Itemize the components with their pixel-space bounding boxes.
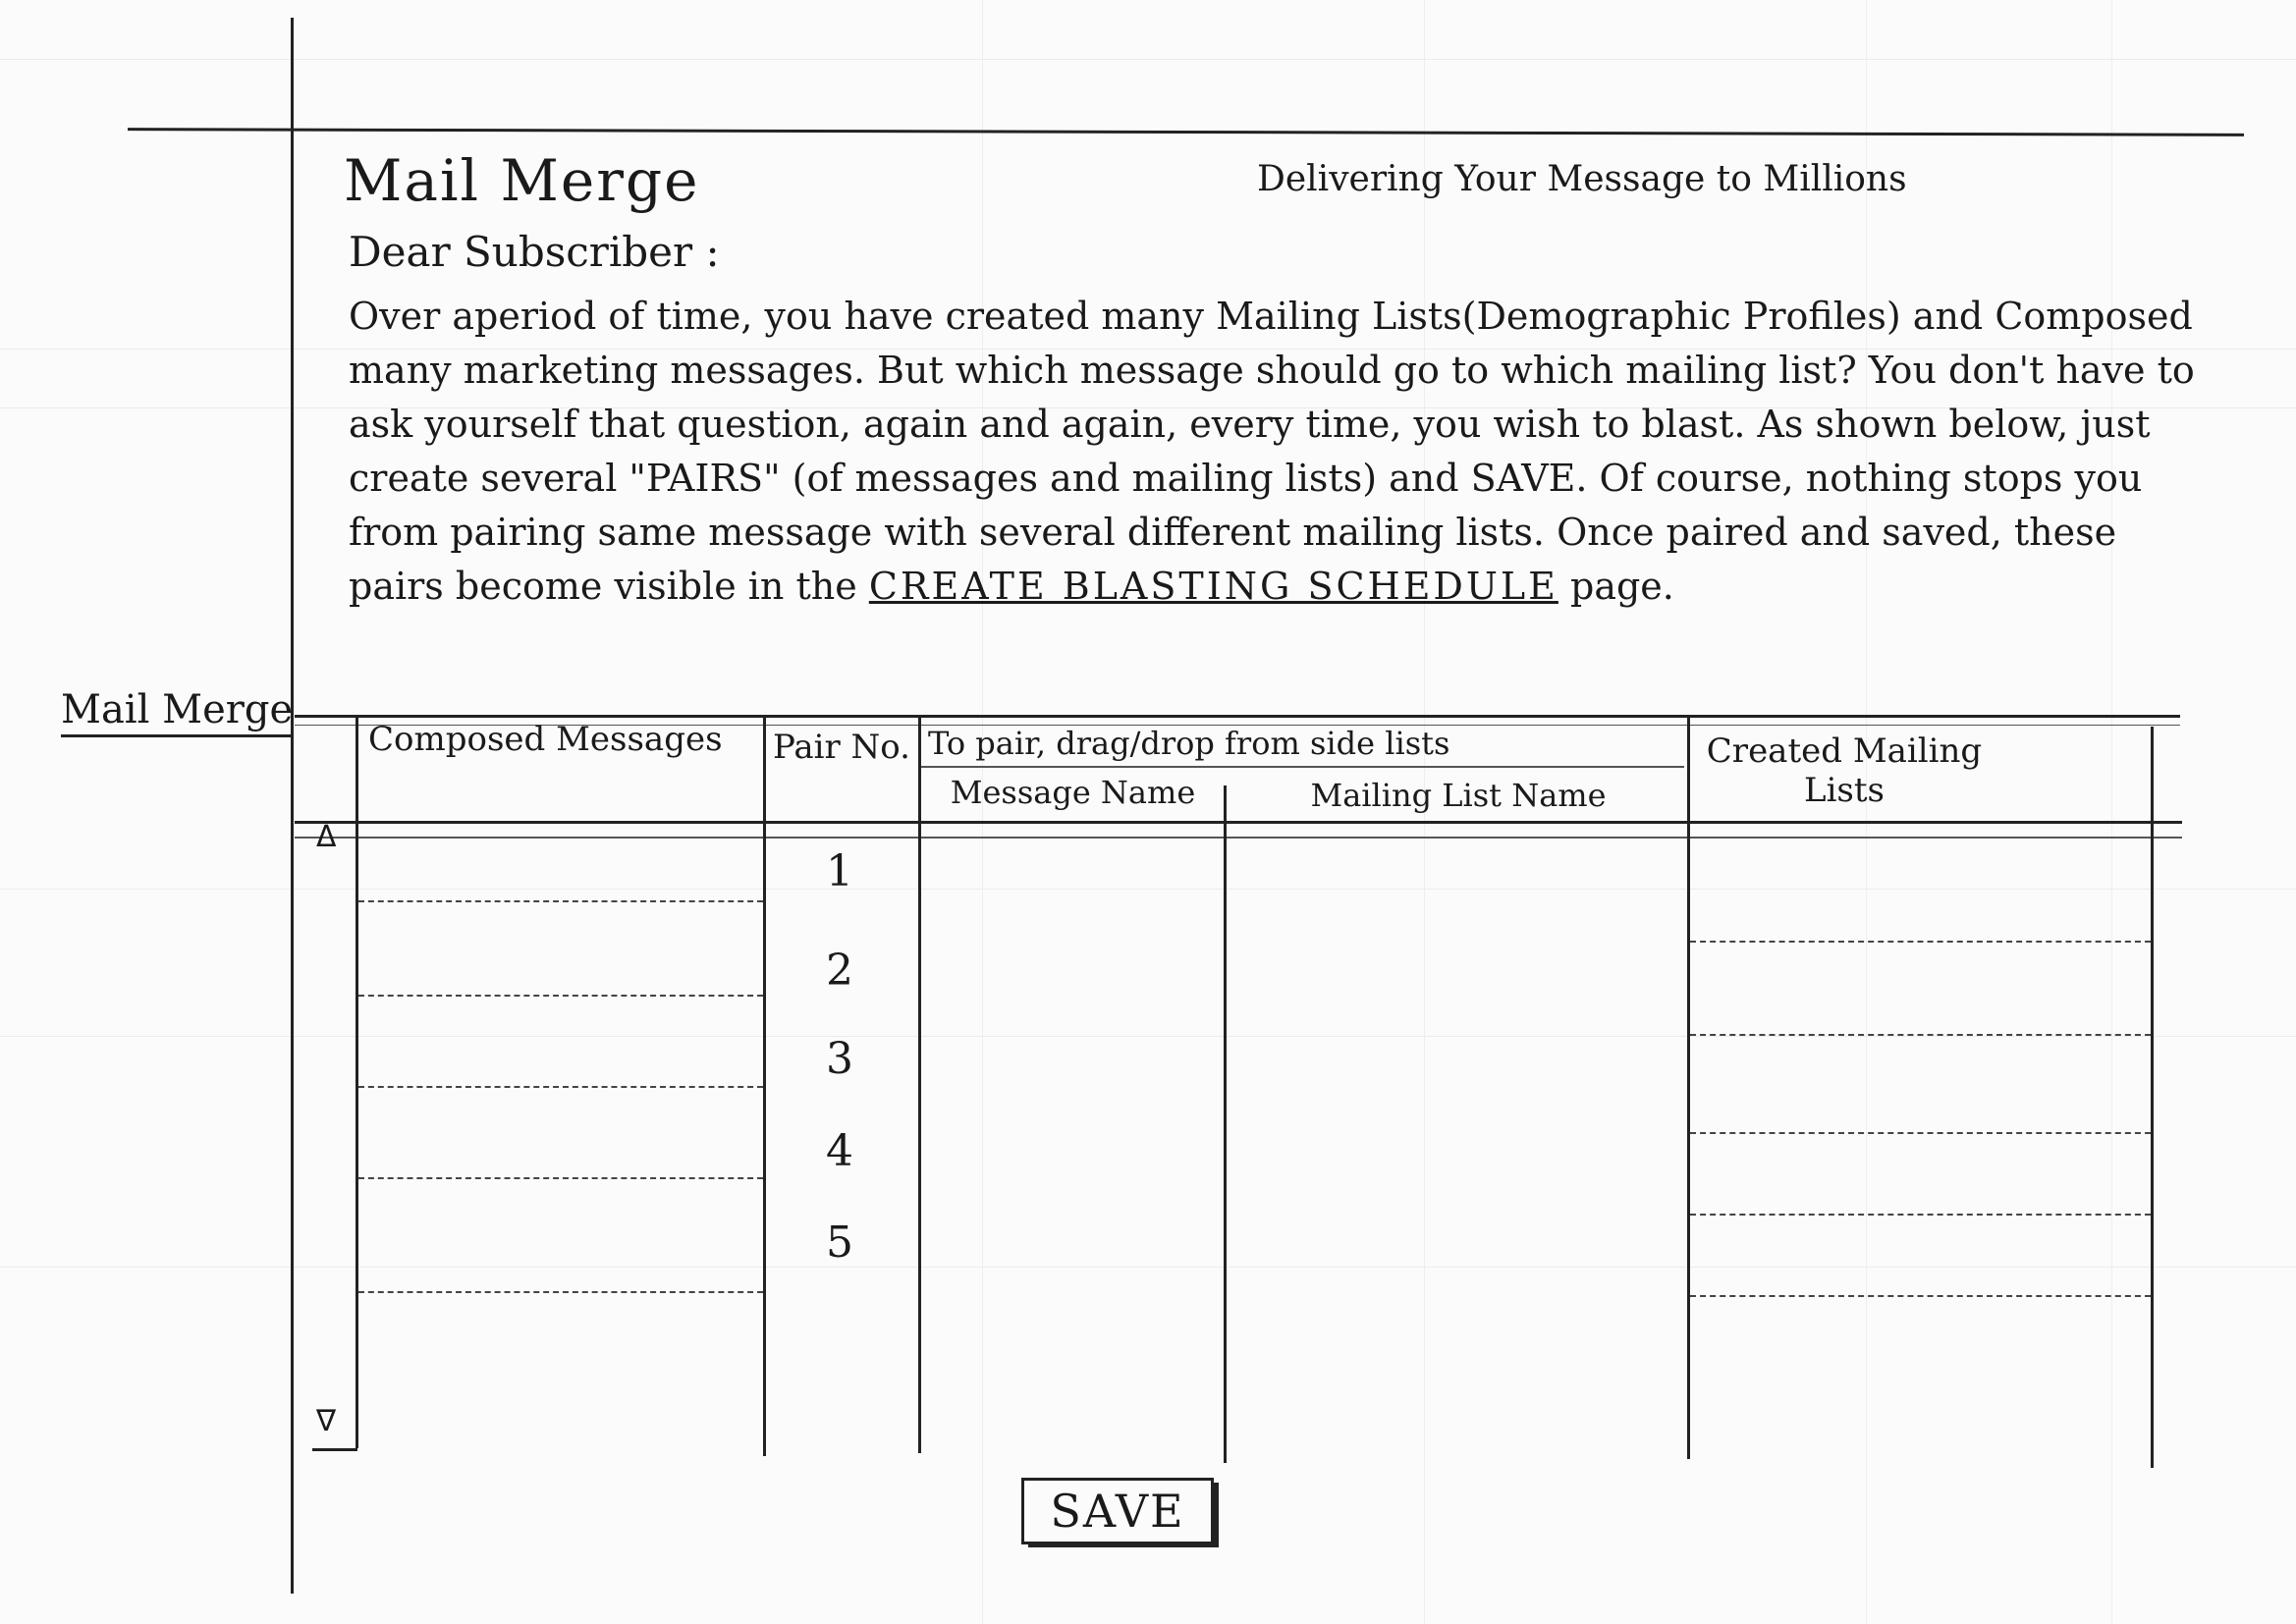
composed-messages-list[interactable] [359,840,762,1447]
sidebar-divider [291,18,294,1594]
message-name-header: Message Name [950,774,1196,811]
save-button[interactable]: SAVE [1021,1478,1214,1544]
scroll-up-icon[interactable]: Δ [316,820,337,854]
pair-number-1: 1 [826,846,853,896]
mailing-list-name-header: Mailing List Name [1310,777,1607,814]
create-blasting-schedule-link[interactable]: CREATE BLASTING SCHEDULE [868,565,1558,608]
pair-number-2: 2 [826,946,853,996]
intro-paragraph [349,290,2210,614]
created-mailing-lists-header: Created Mailing Lists [1706,731,1983,810]
pair-number-4: 4 [826,1126,853,1176]
composed-messages-header: Composed Messages [368,720,723,759]
header-divider [128,128,2244,136]
sidebar-item-mail-merge[interactable]: Mail Merge [61,687,293,737]
salutation: Dear Subscriber : [349,228,720,276]
app-title: Mail Merge [344,147,700,214]
mailing-list-name-drop-column[interactable] [1228,840,1686,1454]
pair-no-header: Pair No. [773,728,910,767]
pair-number-3: 3 [826,1034,853,1084]
tagline: Delivering Your Message to Millions [1257,159,1907,199]
scroll-down-icon[interactable]: ∇ [316,1404,337,1438]
created-mailing-lists-list[interactable] [1691,840,2150,1459]
message-name-drop-column[interactable] [922,840,1223,1449]
drag-drop-instruction: To pair, drag/drop from side lists [928,725,1450,762]
pair-number-5: 5 [826,1218,853,1268]
intro-body: Over aperiod of time, you have created many Mailing Lists(Demographic Profiles) and Composed many marketing messages. But which message should go to which mailing list? You don't have to ask yourself that question, again and again, every time, you wish to blast. As shown below, just create several "PAIRS" (of messages and mailing lists) and SAVE. Of course, nothing stops you from pairing same message with several different mailing lists. Once paired and saved, these pairs become visible in the [349,295,2195,608]
intro-body-end: page. [1570,565,1674,608]
